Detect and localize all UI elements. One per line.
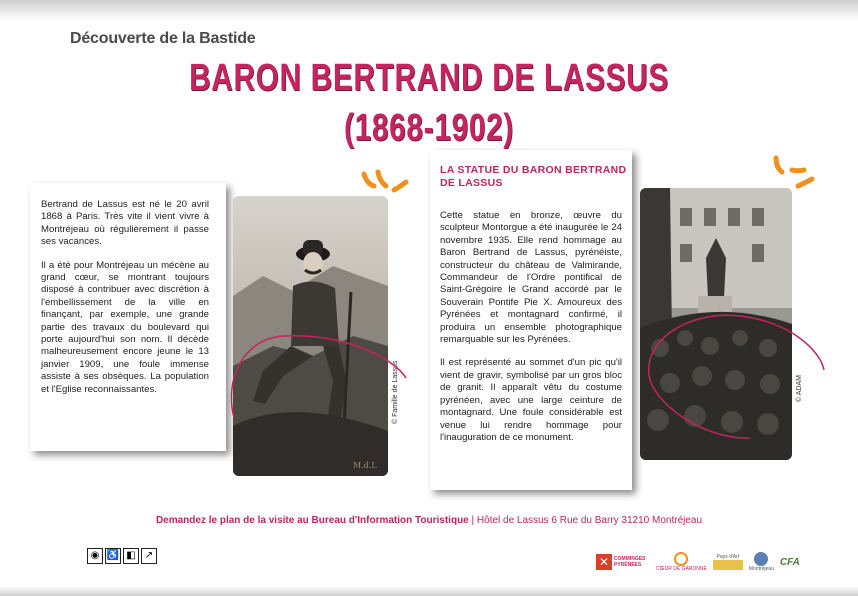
cfa-logo: CFA — [779, 556, 800, 568]
photo-credit-left: © Famille de Lassus — [392, 360, 399, 424]
hearing-icon: ◧ — [123, 548, 139, 564]
comminges-logo — [596, 554, 650, 570]
montrejeau-logo — [749, 552, 774, 572]
top-band — [0, 0, 858, 22]
montrejeau-logo-text: Montréjeau — [748, 566, 774, 572]
photo-credit-right: © ADAM — [796, 375, 803, 402]
page-title: BARON BERTRAND DE LASSUS — [189, 57, 669, 99]
right-text-column — [440, 210, 622, 455]
page-title-dates: (1868-1902) — [343, 107, 515, 149]
pays-art-mark-icon — [713, 560, 743, 570]
decor-arc-right-icon — [630, 300, 840, 450]
section-heading: LA STATUE DU BARON BERTRAND DE LASSUS — [440, 164, 627, 189]
coeur-garonne-mark-icon — [674, 552, 688, 566]
comminges-mark-icon: ✕ — [596, 554, 612, 570]
right-paragraph-1: Cette statue en bronze, œuvre du sculpteur Montorgue a été inaugurée le 24 novembre 1935. Elle rend hommage au Baron Bertrand de Lassus, pyrénéiste, constructeur du château de Valmirande, Commandeur de l'Ordre pontifical de Saint-Grégoire le Grand accordé par le Souverain Pontife Pie X. Amoureux des Pyrénées et montagnard confirmé, il produira un ensemble photographique remarquable sur les Pyrénées. — [440, 210, 622, 346]
footer-address: | Hôtel de Lassus 6 Rue du Barry 31210 Montréjeau — [468, 515, 703, 526]
photo-signature: M.d.L — [353, 461, 377, 470]
decor-ticks-left-icon — [360, 168, 410, 196]
comminges-logo-text: COMMINGES PYRÉNÉES — [614, 556, 646, 568]
coeur-garonne-logo — [656, 552, 707, 572]
partner-logos — [596, 552, 800, 572]
pays-art-logo-text: Pays d'Art — [716, 554, 740, 560]
pays-art-logo — [713, 554, 743, 570]
coeur-garonne-logo-text: CŒUR DE GARONNE — [656, 566, 707, 572]
decor-arc-left-icon — [224, 318, 414, 428]
bottom-band — [0, 586, 858, 596]
wheelchair-icon: ♿ — [105, 548, 121, 564]
visual-impairment-icon: ◉ — [87, 548, 103, 564]
left-paragraph-1: Bertrand de Lassus est né le 20 avril 1868 à Paris. Très vite il vient vivre à Montréjeau où régulièrement il passe ses vacances. — [41, 199, 209, 248]
right-paragraph-2: Il est représenté au sommet d'un pic qu'il vient de gravir, symbolisé par un gros bloc de granit. Il apparaît vêtu du costume pyrénéen, avec une large ceinture de montagnard. Une foule considérable est venue lui rendre hommage pour l'inauguration de ce monument. — [440, 357, 622, 443]
footer-bold-text: Demandez le plan de la visite au Bureau d'Information Touristique — [155, 515, 469, 526]
accessibility-icons — [87, 548, 157, 564]
montrejeau-crest-icon — [754, 552, 768, 566]
left-paragraph-2: Il a été pour Montréjeau un mécène au grand cœur, se montrant toujours disposé à contribuer avec discrétion à l'embellissement de la ville en finançant, par exemple, une grande partie des travaux du boulevard qui porte aujourd'hui son nom. Il décède malheureusement encore jeune le 13 janvier 1909, une foule immense assiste à ses obsèques. La population et l'Eglise reconnaissantes. — [41, 259, 209, 395]
mental-disability-icon: ↗ — [141, 548, 157, 564]
footer-info — [0, 515, 858, 526]
kicker-heading: Découverte de la Bastide — [70, 30, 256, 47]
left-text-column — [41, 199, 209, 407]
